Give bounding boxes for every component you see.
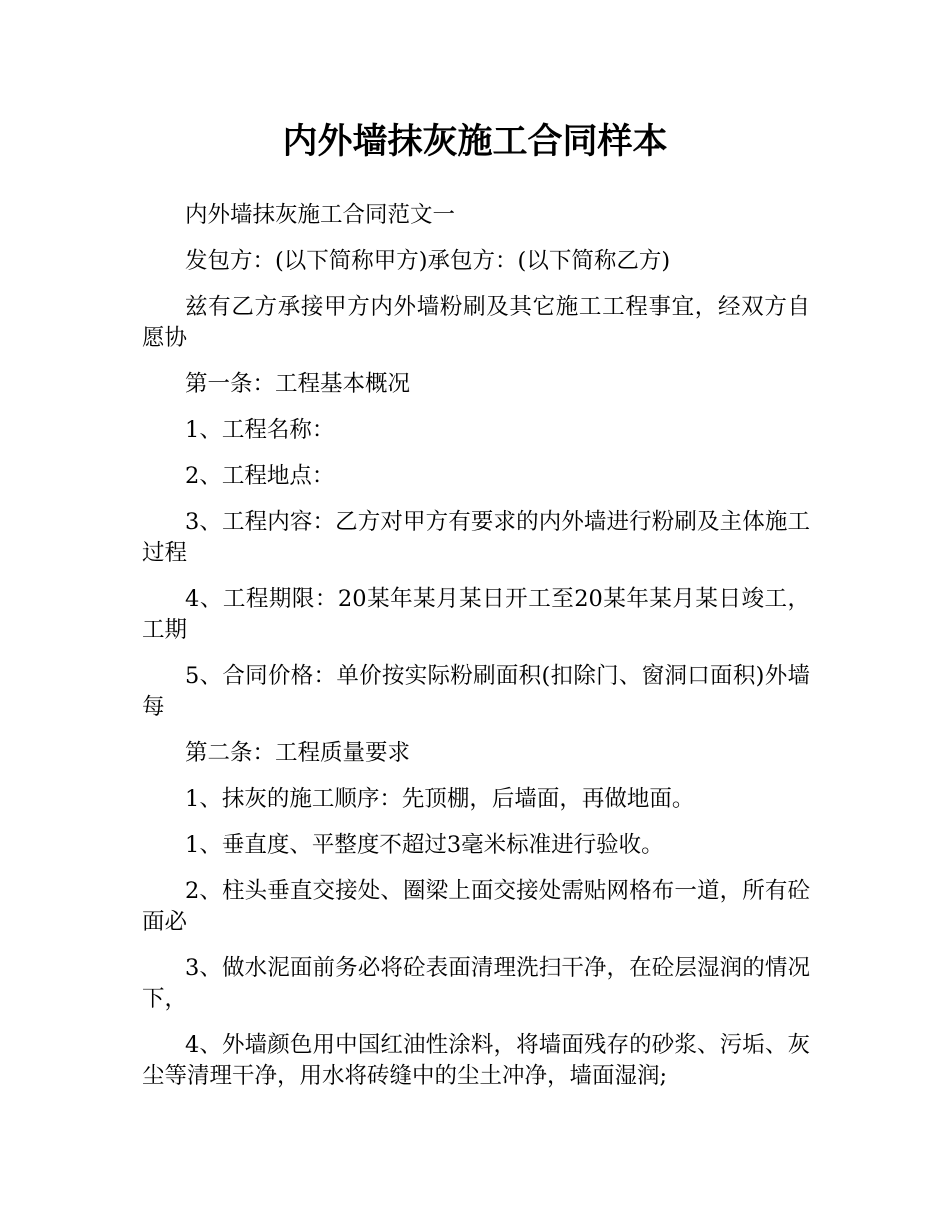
paragraph: 5、合同价格：单价按实际粉刷面积(扣除门、窗洞口面积)外墙每 [142,663,810,720]
document-body [142,200,810,1107]
paragraph: 1、工程名称： [185,417,335,443]
paragraph: 3、做水泥面前务必将砼表面清理洗扫干净，在砼层湿润的情况下， [142,955,810,1012]
paragraph: 2、柱头垂直交接处、圈梁上面交接处需贴网格布一道，所有砼面必 [142,878,810,935]
paragraph: 第二条：工程质量要求 [185,740,411,766]
paragraph: 4、工程期限：20某年某月某日开工至20某年某月某日竣工，工期 [142,586,810,643]
paragraph: 2、工程地点： [185,463,335,489]
paragraph: 4、外墙颜色用中国红油性涂料，将墙面残存的砂浆、污垢、灰尘等清理干净，用水将砖缝中的尘土冲净，墙面湿润; [142,1032,810,1089]
paragraph: 内外墙抹灰施工合同范文一 [185,202,456,228]
paragraph: 第一条：工程基本概况 [185,371,411,397]
paragraph: 兹有乙方承接甲方内外墙粉刷及其它施工工程事宜，经双方自愿协 [142,294,810,351]
paragraph: 1、抹灰的施工顺序：先顶棚，后墙面，再做地面。 [185,786,695,812]
paragraph: 发包方：(以下简称甲方)承包方：(以下简称乙方) [185,248,671,274]
paragraph: 1、垂直度、平整度不超过3毫米标准进行验收。 [185,832,664,858]
paragraph: 3、工程内容：乙方对甲方有要求的内外墙进行粉刷及主体施工过程 [142,509,810,566]
document-title: 内外墙抹灰施工合同样本 [282,122,668,162]
